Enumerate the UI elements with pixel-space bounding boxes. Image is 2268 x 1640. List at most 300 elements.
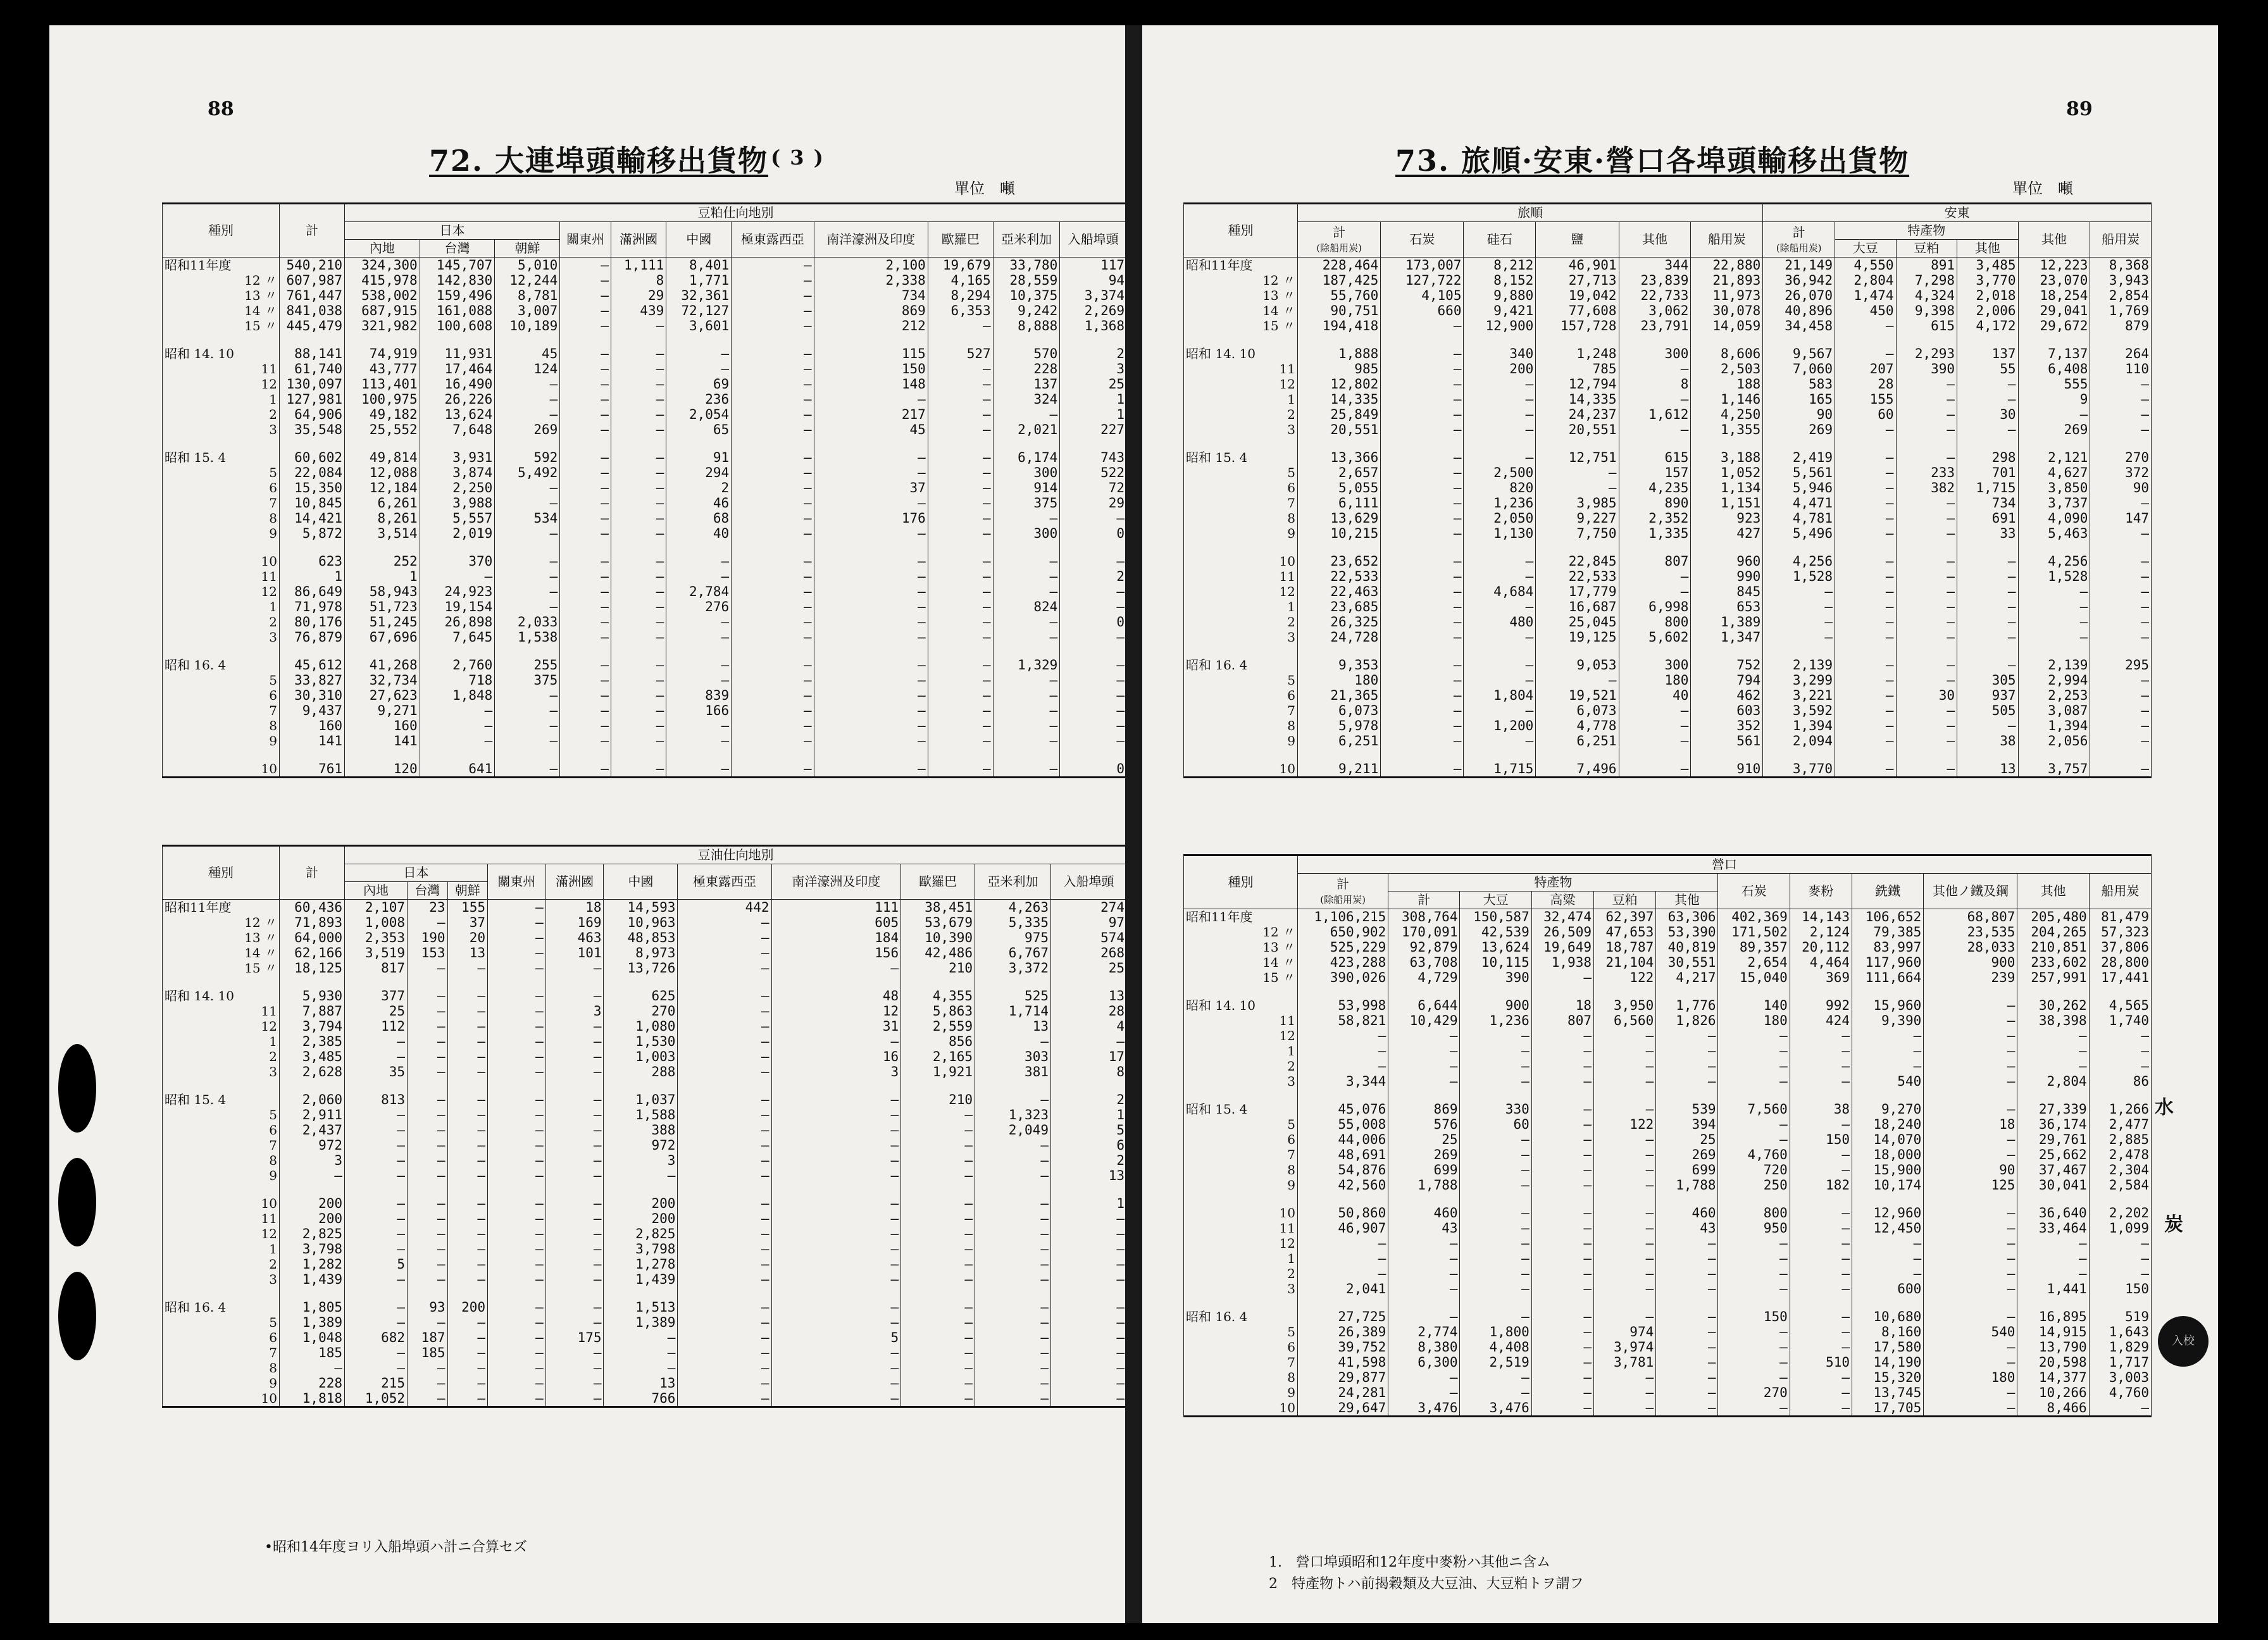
spacer-cell bbox=[488, 976, 546, 988]
table-cell: — bbox=[1790, 1236, 1852, 1251]
table-cell: — bbox=[345, 1107, 408, 1122]
table-cell: — bbox=[928, 630, 993, 645]
table-cell: 8 bbox=[1619, 376, 1691, 392]
table-cell: — bbox=[611, 554, 666, 569]
table-row bbox=[1184, 495, 2152, 511]
table-cell: 2,139 bbox=[1763, 657, 1835, 673]
table-cell: 9,242 bbox=[993, 303, 1060, 318]
table-cell: — bbox=[1763, 614, 1835, 630]
table-cell: 39,752 bbox=[1298, 1339, 1388, 1355]
table-cell: 2,056 bbox=[2018, 733, 2090, 749]
table-cell: — bbox=[545, 1049, 604, 1064]
table-cell: — bbox=[1790, 1251, 1852, 1266]
row-label: 2 bbox=[163, 407, 280, 422]
table-row bbox=[1184, 1205, 2152, 1221]
table-cell: — bbox=[1924, 1385, 2017, 1400]
spacer-cell bbox=[1691, 645, 1763, 657]
table-cell: — bbox=[1957, 614, 2018, 630]
table-cell: 1,800 bbox=[1460, 1324, 1531, 1339]
spacer-cell bbox=[495, 749, 560, 761]
table-cell: 269 bbox=[1388, 1147, 1460, 1162]
table-cell: 1,715 bbox=[1957, 480, 2018, 495]
spacer-cell bbox=[345, 541, 420, 554]
row-label: 5 bbox=[1184, 673, 1298, 688]
table-cell: 324 bbox=[993, 392, 1060, 407]
table-cell: — bbox=[814, 614, 928, 630]
table-cell: 200 bbox=[280, 1211, 345, 1226]
table-cell: 641 bbox=[420, 761, 495, 778]
table-cell: — bbox=[345, 1315, 408, 1330]
table-cell: — bbox=[678, 1315, 771, 1330]
table-cell: 3,372 bbox=[975, 960, 1051, 976]
table-cell: — bbox=[611, 511, 666, 526]
table-cell: 2,018 bbox=[1957, 288, 2018, 303]
row-label: 12 bbox=[163, 1019, 280, 1034]
table-cell: — bbox=[928, 703, 993, 718]
table-cell: 699 bbox=[1388, 1162, 1460, 1177]
table-cell: — bbox=[975, 1315, 1051, 1330]
table-cell: 159,496 bbox=[420, 288, 495, 303]
table-cell: — bbox=[408, 1138, 447, 1153]
row-label: 10 bbox=[163, 554, 280, 569]
table-cell: — bbox=[1381, 526, 1464, 541]
table-cell: 891 bbox=[1896, 258, 1957, 273]
table-cell: 352 bbox=[1691, 718, 1763, 733]
table-cell: 4,217 bbox=[1656, 970, 1718, 985]
table-cell: 161,088 bbox=[420, 303, 495, 318]
table-cell: 142,830 bbox=[420, 273, 495, 288]
table-cell: 180 bbox=[1298, 673, 1381, 688]
row-label: 2 bbox=[163, 1257, 280, 1272]
table-cell: 2,804 bbox=[2017, 1074, 2089, 1089]
table-cell: — bbox=[560, 614, 611, 630]
section-soybean-cake: 豆粕仕向地別 bbox=[345, 204, 1126, 222]
row-label: 3 bbox=[1184, 422, 1298, 437]
table-cell: — bbox=[447, 1360, 487, 1376]
table-cell: — bbox=[488, 1049, 546, 1064]
table-cell: 3,519 bbox=[345, 945, 408, 960]
table-cell: 300 bbox=[1619, 346, 1691, 361]
table-cell: 2,503 bbox=[1691, 361, 1763, 376]
table-row bbox=[163, 688, 1126, 703]
table-cell: 166 bbox=[666, 703, 732, 718]
table-cell: 525 bbox=[975, 988, 1051, 1003]
table-cell: 15,040 bbox=[1718, 970, 1790, 985]
row-label: 6 bbox=[163, 480, 280, 495]
table-row bbox=[1184, 614, 2152, 630]
table-cell: 204,265 bbox=[2017, 924, 2089, 940]
spacer-cell bbox=[1763, 645, 1835, 657]
table-row bbox=[1184, 569, 2152, 584]
table-cell: 6,300 bbox=[1388, 1355, 1460, 1370]
col-total: 計 bbox=[280, 204, 345, 258]
table-cell: 1,048 bbox=[280, 1330, 345, 1345]
spacer-cell bbox=[1536, 333, 1619, 346]
table-cell: 2,107 bbox=[345, 900, 408, 916]
table-cell: — bbox=[1957, 554, 2018, 569]
table-cell: 718 bbox=[420, 673, 495, 688]
spacer-cell bbox=[1619, 333, 1691, 346]
table-cell: — bbox=[771, 1122, 901, 1138]
table-cell: — bbox=[1593, 1281, 1655, 1296]
table-cell: — bbox=[2089, 1043, 2151, 1059]
col-coal: 石炭 bbox=[1381, 222, 1464, 258]
row-label: 7 bbox=[1184, 1355, 1298, 1370]
table-cell: 691 bbox=[1957, 511, 2018, 526]
spacer-row bbox=[1184, 333, 2152, 346]
table-cell: — bbox=[771, 1360, 901, 1376]
row-label: 5 bbox=[1184, 1117, 1298, 1132]
table-cell: — bbox=[2089, 1266, 2151, 1281]
spacer-cell bbox=[2090, 333, 2152, 346]
spacer-row bbox=[1184, 1089, 2152, 1102]
spacer-cell bbox=[928, 645, 993, 657]
table-cell: — bbox=[1924, 1281, 2017, 1296]
table-cell: — bbox=[1464, 407, 1536, 422]
table-cell: 3,974 bbox=[1593, 1339, 1655, 1355]
row-label: 11 bbox=[1184, 569, 1298, 584]
row-label: 14 〃 bbox=[1184, 303, 1298, 318]
spacer-cell bbox=[1957, 333, 2018, 346]
table-cell: 4,684 bbox=[1464, 584, 1536, 599]
table-cell: 30,551 bbox=[1656, 955, 1718, 970]
table-cell: — bbox=[495, 733, 560, 749]
table-cell: 1,037 bbox=[604, 1092, 678, 1107]
table-cell: — bbox=[1619, 422, 1691, 437]
table-cell: 3,188 bbox=[1691, 450, 1763, 465]
spacer-cell bbox=[1536, 437, 1619, 450]
table-cell: 2,477 bbox=[2089, 1117, 2151, 1132]
table-cell: — bbox=[1381, 480, 1464, 495]
table-cell: 26,898 bbox=[420, 614, 495, 630]
table-cell: 50,860 bbox=[1298, 1205, 1388, 1221]
table-cell: 182 bbox=[1790, 1177, 1852, 1193]
table-cell: — bbox=[814, 733, 928, 749]
table-cell: 4,627 bbox=[2018, 465, 2090, 480]
table-cell: — bbox=[408, 1376, 447, 1391]
table-cell: 1,347 bbox=[1691, 630, 1763, 645]
spacer-cell bbox=[545, 1287, 604, 1300]
table-cell: — bbox=[678, 1345, 771, 1360]
table-cell: — bbox=[1464, 703, 1536, 718]
spacer-cell bbox=[1050, 1183, 1125, 1196]
table-cell: — bbox=[408, 1019, 447, 1034]
table-cell: — bbox=[732, 614, 814, 630]
table-row bbox=[163, 376, 1126, 392]
table-cell: 1,266 bbox=[2089, 1102, 2151, 1117]
col-special-total: 計 bbox=[1388, 891, 1460, 909]
table-cell: — bbox=[488, 1122, 546, 1138]
table-cell: 402,369 bbox=[1718, 909, 1790, 925]
table-cell: — bbox=[928, 614, 993, 630]
table-cell: 53,679 bbox=[901, 915, 975, 930]
table-cell: 274 bbox=[1050, 900, 1125, 916]
table-cell: — bbox=[993, 554, 1060, 569]
table-cell: — bbox=[345, 1049, 408, 1064]
table-cell: 525,229 bbox=[1298, 940, 1388, 955]
table-cell: 2,019 bbox=[420, 526, 495, 541]
table-cell: — bbox=[545, 1257, 604, 1272]
table-cell: 155 bbox=[1835, 392, 1896, 407]
table-cell: — bbox=[732, 703, 814, 718]
table-cell: 701 bbox=[1957, 465, 2018, 480]
table-cell: — bbox=[488, 1257, 546, 1272]
table-cell: 5,496 bbox=[1763, 526, 1835, 541]
table-cell: 14,335 bbox=[1536, 392, 1619, 407]
table-cell: — bbox=[1381, 511, 1464, 526]
table-cell: — bbox=[560, 318, 611, 333]
table-row bbox=[163, 945, 1126, 960]
table-cell: — bbox=[1924, 1221, 2017, 1236]
table-cell: — bbox=[1835, 657, 1896, 673]
row-label: 3 bbox=[163, 422, 280, 437]
spacer-cell bbox=[1050, 1079, 1125, 1092]
table-cell: 4,408 bbox=[1460, 1339, 1531, 1355]
table-cell: 255 bbox=[495, 657, 560, 673]
table-cell: 10,390 bbox=[901, 930, 975, 945]
table-cell: 228,464 bbox=[1298, 258, 1381, 273]
table-cell: 2,584 bbox=[2089, 1177, 2151, 1193]
table-cell: 13,726 bbox=[604, 960, 678, 976]
table-cell: — bbox=[611, 630, 666, 645]
table-cell: 5 bbox=[345, 1257, 408, 1272]
table-cell: — bbox=[345, 1241, 408, 1257]
table-73-title: 73. 旅順·安東·營口各埠頭輸移出貨物 bbox=[1395, 144, 1910, 178]
table-row bbox=[163, 599, 1126, 614]
table-cell: 37,467 bbox=[2017, 1162, 2089, 1177]
col-special: 特產物 bbox=[1388, 874, 1718, 891]
table-cell: 23 bbox=[408, 900, 447, 916]
table-cell: — bbox=[928, 511, 993, 526]
row-label: 2 bbox=[1184, 614, 1298, 630]
table-cell: 8,781 bbox=[495, 288, 560, 303]
spacer-cell bbox=[1381, 437, 1464, 450]
table-cell: — bbox=[1763, 599, 1835, 614]
table-cell: 1,052 bbox=[345, 1391, 408, 1407]
table-cell: 2 bbox=[1050, 1153, 1125, 1168]
table-cell: — bbox=[1593, 1147, 1655, 1162]
table-cell: 2,657 bbox=[1298, 465, 1381, 480]
table-cell: 2,760 bbox=[420, 657, 495, 673]
table-cell: 1,394 bbox=[1763, 718, 1835, 733]
table-row bbox=[163, 1107, 1126, 1122]
table-cell: 33,464 bbox=[2017, 1221, 2089, 1236]
table-cell: 10,845 bbox=[280, 495, 345, 511]
table-cell: 29 bbox=[611, 288, 666, 303]
table-cell: — bbox=[901, 1107, 975, 1122]
table-cell: — bbox=[928, 569, 993, 584]
table-cell: — bbox=[1381, 554, 1464, 569]
table-cell: — bbox=[545, 1196, 604, 1211]
row-label: 9 bbox=[1184, 526, 1298, 541]
table-cell: 460 bbox=[1656, 1205, 1718, 1221]
table-cell: 3,770 bbox=[1763, 761, 1835, 778]
spacer-row bbox=[163, 976, 1126, 988]
table-cell: 2 bbox=[1050, 1092, 1125, 1107]
table-cell: 12,244 bbox=[495, 273, 560, 288]
row-label: 7 bbox=[163, 495, 280, 511]
table-cell: — bbox=[1536, 465, 1619, 480]
table-cell: — bbox=[545, 1034, 604, 1049]
spacer-cell bbox=[1460, 985, 1531, 998]
table-cell: — bbox=[488, 1391, 546, 1407]
table-cell: 12,088 bbox=[345, 465, 420, 480]
table-cell: — bbox=[814, 657, 928, 673]
spacer-cell bbox=[420, 541, 495, 554]
spacer-cell bbox=[993, 645, 1060, 657]
spacer-cell bbox=[1298, 333, 1381, 346]
table-cell: 200 bbox=[604, 1211, 678, 1226]
spacer-cell bbox=[1763, 541, 1835, 554]
table-cell: 1,146 bbox=[1691, 392, 1763, 407]
note-1: 1. 營口埠頭昭和12年度中麥粉ハ其他ニ含ム bbox=[1269, 1555, 1550, 1570]
col-total-anto: 計 (除船用炭) bbox=[1763, 222, 1835, 258]
table-cell: 2,006 bbox=[1957, 303, 2018, 318]
table-cell: 6,998 bbox=[1619, 599, 1691, 614]
table-row bbox=[1184, 1059, 2152, 1074]
table-cell: 2,854 bbox=[2090, 288, 2152, 303]
table-cell: 9,211 bbox=[1298, 761, 1381, 778]
table-cell: — bbox=[345, 1360, 408, 1376]
table-cell: 2,121 bbox=[2018, 450, 2090, 465]
table-cell: 1,151 bbox=[1691, 495, 1763, 511]
table-row bbox=[163, 361, 1126, 376]
spacer-cell bbox=[1388, 985, 1460, 998]
spacer-cell bbox=[2018, 437, 2090, 450]
table-cell: 603 bbox=[1691, 703, 1763, 718]
table-cell: — bbox=[1050, 1391, 1125, 1407]
binding-hole bbox=[58, 1044, 96, 1133]
table-cell: 9 bbox=[2018, 392, 2090, 407]
col-special-other: 其他 bbox=[1957, 240, 2018, 258]
table-cell: 923 bbox=[1691, 511, 1763, 526]
spacer-cell bbox=[1060, 749, 1125, 761]
spacer-cell bbox=[1852, 1089, 1923, 1102]
table-cell: — bbox=[408, 1196, 447, 1211]
row-label: 昭和 15. 4 bbox=[1184, 1102, 1298, 1117]
table-cell: — bbox=[1656, 1324, 1718, 1339]
table-row bbox=[1184, 1236, 2152, 1251]
table-cell: — bbox=[732, 288, 814, 303]
table-row bbox=[163, 1226, 1126, 1241]
table-cell: 92,879 bbox=[1388, 940, 1460, 955]
table-cell: 17 bbox=[1050, 1049, 1125, 1064]
table-cell: 6,560 bbox=[1593, 1013, 1655, 1028]
table-cell: 950 bbox=[1718, 1221, 1790, 1236]
table-cell: — bbox=[666, 554, 732, 569]
table-cell: 4,165 bbox=[928, 273, 993, 288]
table-cell: 3,874 bbox=[420, 465, 495, 480]
spacer-cell bbox=[604, 1287, 678, 1300]
row-label: 昭和 15. 4 bbox=[163, 1092, 280, 1107]
table-cell: — bbox=[611, 392, 666, 407]
table-cell: 0 bbox=[1060, 526, 1125, 541]
table-cell: 200 bbox=[604, 1196, 678, 1211]
table-cell: 210,851 bbox=[2017, 940, 2089, 955]
table-cell: 93 bbox=[408, 1300, 447, 1315]
table-cell: — bbox=[2089, 1059, 2151, 1074]
table-cell: 76,879 bbox=[280, 630, 345, 645]
table-cell: 137 bbox=[1957, 346, 2018, 361]
table-cell: — bbox=[1924, 1147, 2017, 1162]
table-cell: 974 bbox=[1593, 1324, 1655, 1339]
spacer-cell bbox=[2018, 541, 2090, 554]
table-cell: — bbox=[901, 1257, 975, 1272]
table-cell: — bbox=[1896, 718, 1957, 733]
row-label: 6 bbox=[1184, 1339, 1298, 1355]
table-row bbox=[1184, 1355, 2152, 1370]
table-cell: 3,485 bbox=[280, 1049, 345, 1064]
table-cell: 217 bbox=[814, 407, 928, 422]
table-cell: — bbox=[678, 1241, 771, 1257]
table-cell: 60 bbox=[1460, 1117, 1531, 1132]
table-cell: — bbox=[901, 1138, 975, 1153]
table-cell: — bbox=[560, 407, 611, 422]
table-cell: 1,439 bbox=[604, 1272, 678, 1287]
table-cell: 145,707 bbox=[420, 258, 495, 273]
table-cell: — bbox=[2090, 733, 2152, 749]
table-cell: 23,652 bbox=[1298, 554, 1381, 569]
table-cell: 38 bbox=[1957, 733, 2018, 749]
table-cell: 4,760 bbox=[2089, 1385, 2151, 1400]
table-cell: — bbox=[1381, 584, 1464, 599]
table-cell: — bbox=[1790, 1324, 1852, 1339]
table-cell: 58,943 bbox=[345, 584, 420, 599]
table-cell: 3,514 bbox=[345, 526, 420, 541]
table-cell: 15,900 bbox=[1852, 1162, 1923, 1177]
table-row bbox=[1184, 970, 2152, 985]
table-cell: — bbox=[1656, 1028, 1718, 1043]
table-cell: — bbox=[1896, 614, 1957, 630]
table-cell: — bbox=[678, 1138, 771, 1153]
table-row bbox=[1184, 1132, 2152, 1147]
table-cell: 5,946 bbox=[1763, 480, 1835, 495]
table-cell: 3,476 bbox=[1460, 1400, 1531, 1417]
table-cell: 1,643 bbox=[2089, 1324, 2151, 1339]
table-cell: 8 bbox=[1050, 1064, 1125, 1079]
table-cell: 4,471 bbox=[1763, 495, 1835, 511]
table-cell: 2,478 bbox=[2089, 1147, 2151, 1162]
table-cell: — bbox=[488, 988, 546, 1003]
table-cell: 65 bbox=[666, 422, 732, 437]
table-cell: — bbox=[771, 1300, 901, 1315]
col-soy: 大豆 bbox=[1835, 240, 1896, 258]
table-cell: 2,094 bbox=[1763, 733, 1835, 749]
table-cell: — bbox=[771, 1196, 901, 1211]
row-label: 11 bbox=[1184, 361, 1298, 376]
table-cell: 1,368 bbox=[1060, 318, 1125, 333]
table-cell: 12,184 bbox=[345, 480, 420, 495]
spacer-cell bbox=[1464, 645, 1536, 657]
col-america: 亞米利加 bbox=[975, 864, 1051, 900]
table-cell: 157 bbox=[1619, 465, 1691, 480]
eiko-table bbox=[1183, 854, 2152, 1417]
table-cell: 2,060 bbox=[280, 1092, 345, 1107]
table-cell: — bbox=[560, 303, 611, 318]
table-cell: — bbox=[1050, 1211, 1125, 1226]
spacer-cell bbox=[163, 1287, 280, 1300]
table-cell: 574 bbox=[1050, 930, 1125, 945]
table-cell: — bbox=[1381, 657, 1464, 673]
table-row bbox=[1184, 599, 2152, 614]
spacer-cell bbox=[771, 976, 901, 988]
spacer-cell bbox=[2089, 1296, 2151, 1309]
spacer-cell bbox=[1691, 437, 1763, 450]
table-cell: — bbox=[1835, 526, 1896, 541]
table-cell: 26,325 bbox=[1298, 614, 1381, 630]
table-cell: — bbox=[611, 703, 666, 718]
table-row bbox=[1184, 1324, 2152, 1339]
